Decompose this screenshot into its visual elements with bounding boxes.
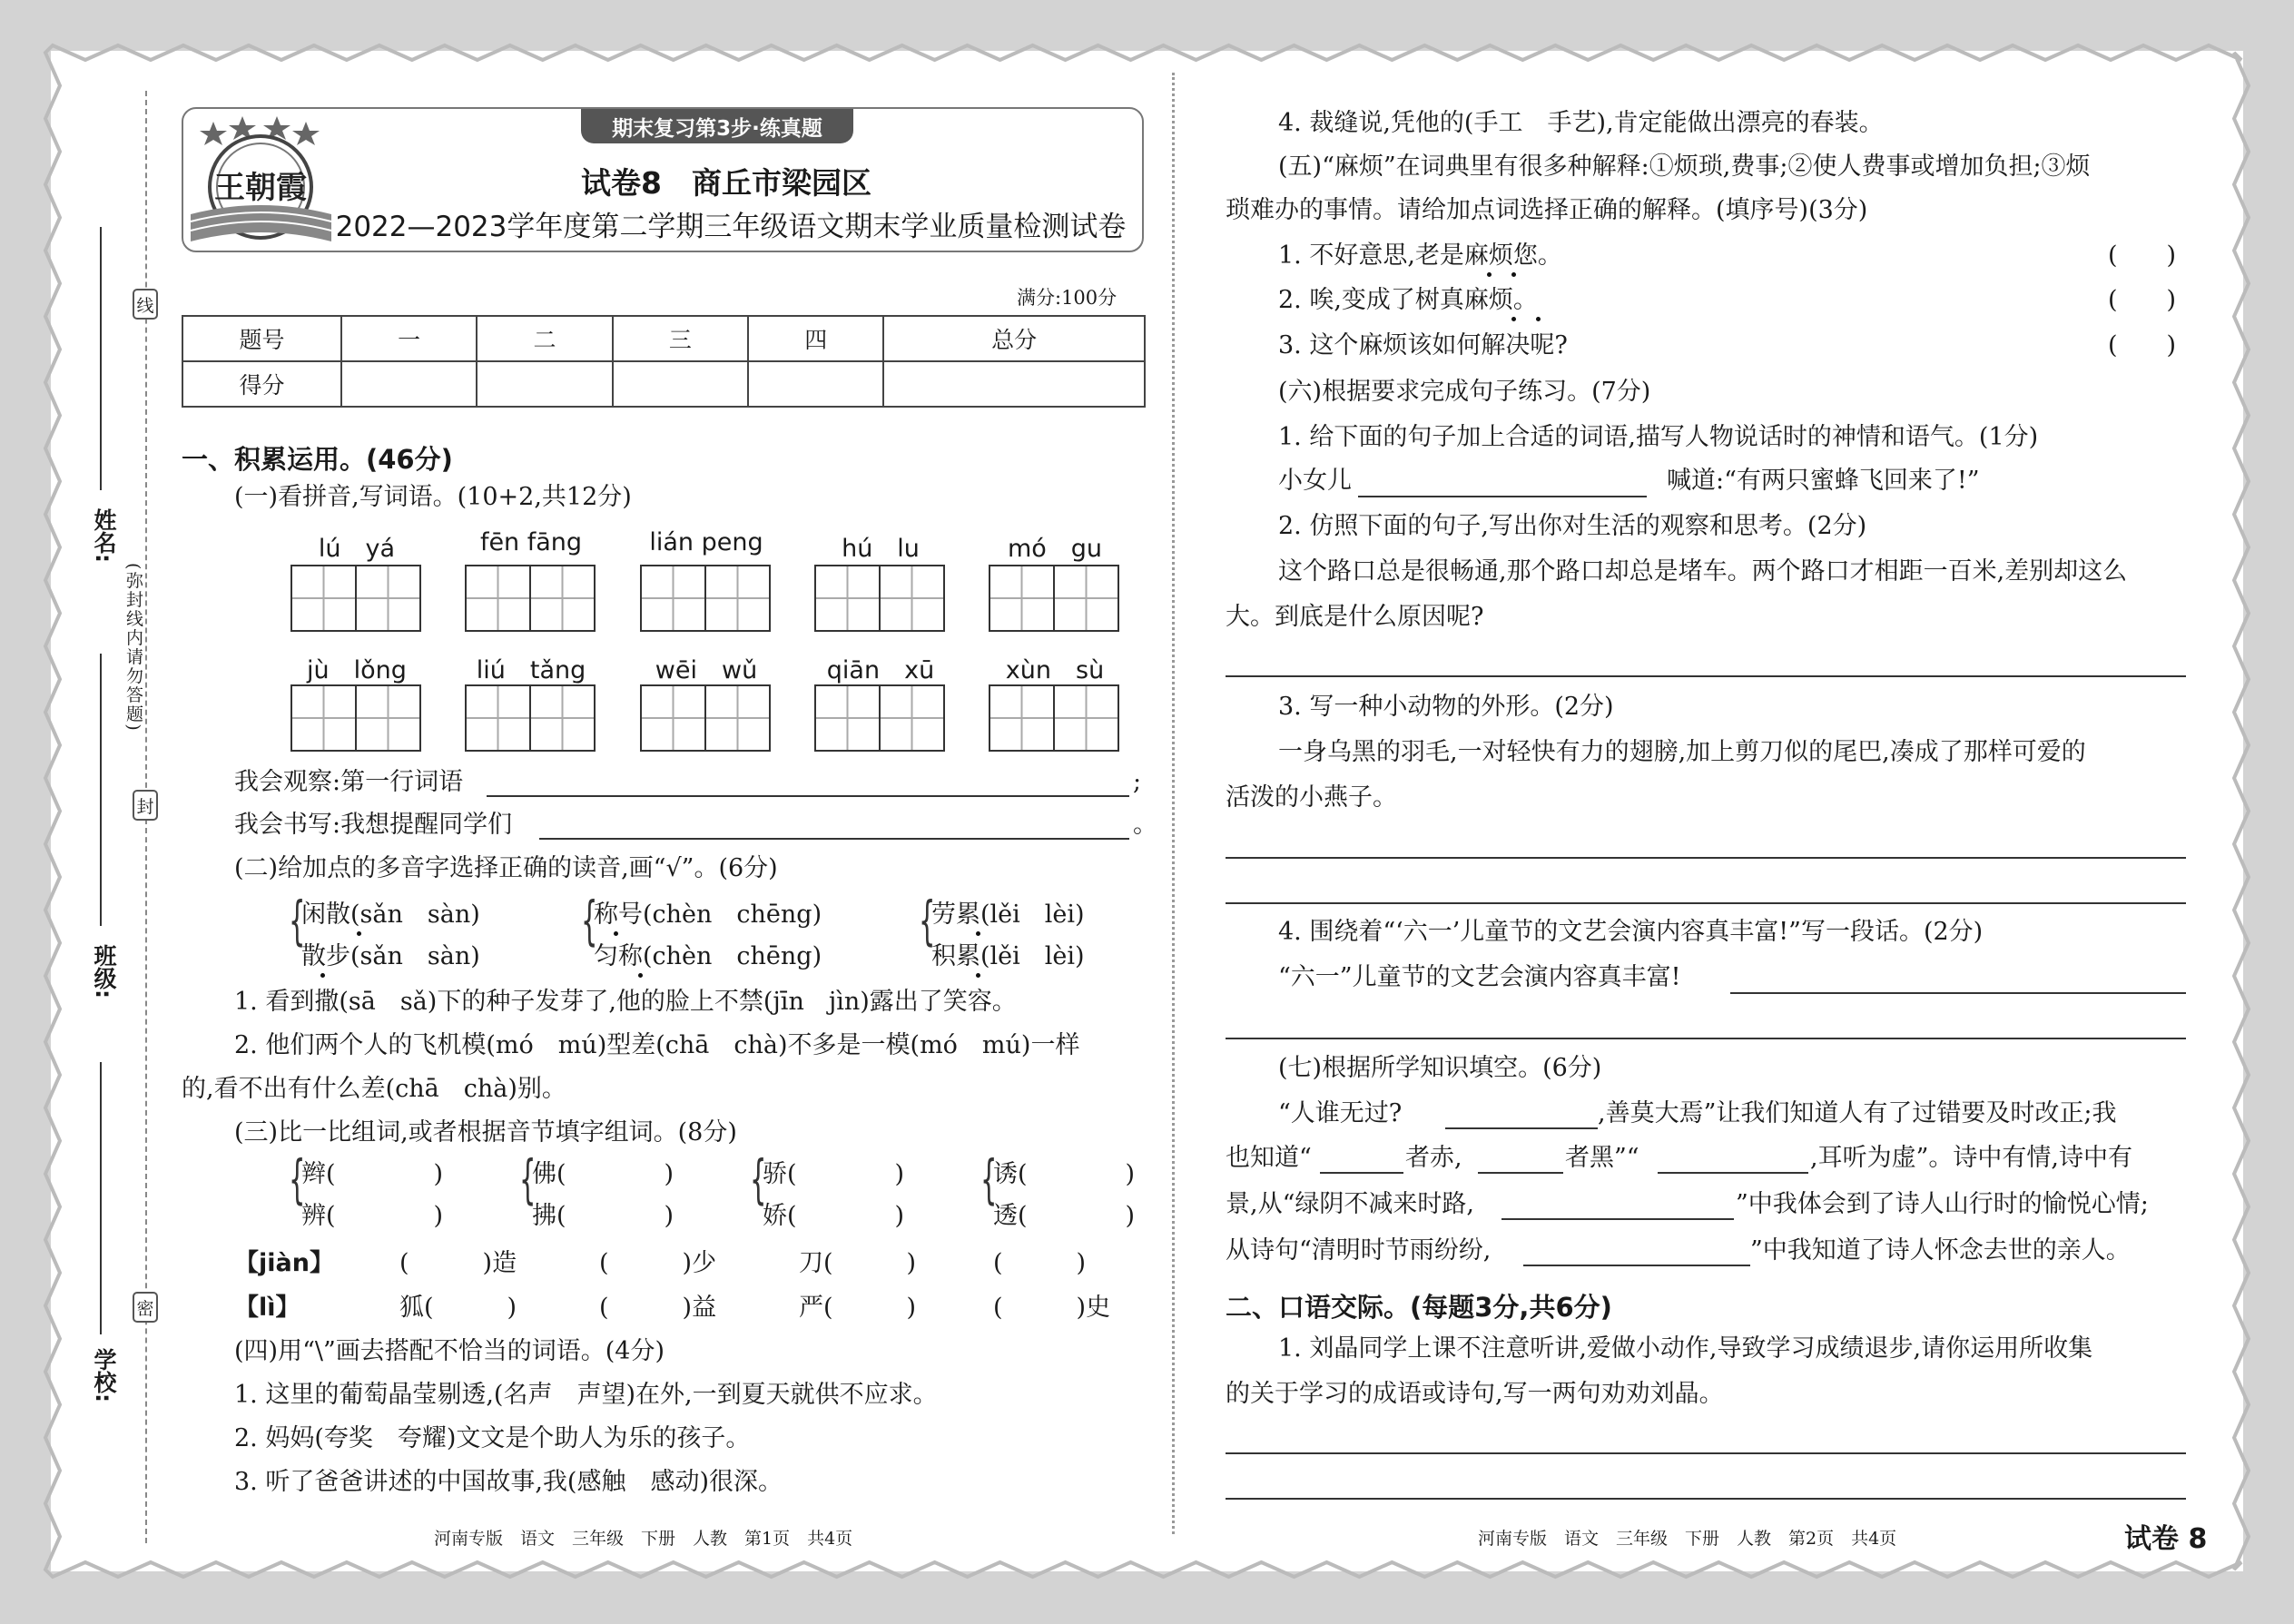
- q6-item-4: 4. 围绕着“‘六一’儿童节的文艺会演内容真丰富!”写一段话。(2分): [1278, 918, 1984, 946]
- writing-grid[interactable]: [290, 565, 421, 632]
- writing-grid[interactable]: [465, 684, 596, 752]
- brace: {: [289, 1148, 306, 1210]
- q6-item-3: 3. 写一种小动物的外形。(2分): [1278, 693, 1614, 721]
- q6-item-1-suffix: 喊道:“有两只蜜蜂飞回来了!”: [1667, 467, 1980, 495]
- writing-grid[interactable]: [814, 565, 945, 632]
- full-score: 满分:100分: [1017, 287, 1117, 309]
- pinyin: liú tǎng: [476, 656, 586, 684]
- answer-line[interactable]: [1730, 992, 2186, 994]
- emphasis-dot: [614, 931, 618, 936]
- pinyin: lián peng: [649, 528, 763, 556]
- fill-blank[interactable]: [1478, 1172, 1563, 1174]
- q2-title: (二)给加点的多音字选择正确的读音,画“√”。(6分): [234, 854, 778, 882]
- jian-label: 【jiàn】: [234, 1249, 334, 1277]
- poly-item: 劳累(lěi lèi): [931, 901, 1085, 929]
- logo-text: 王朝霞: [214, 170, 307, 206]
- jian-item: ( )少: [599, 1249, 717, 1277]
- q4-item-1: 1. 这里的葡萄晶莹剔透,(名声 声望)在外,一到夏天就供不应求。: [234, 1381, 938, 1409]
- jian-item: ( )造: [399, 1249, 517, 1277]
- emphasis-dot: [976, 973, 980, 978]
- answer-line[interactable]: [1226, 1498, 2186, 1500]
- score-head: 四: [748, 316, 883, 361]
- answer-line[interactable]: [1226, 857, 2186, 859]
- fill-blank[interactable]: [1658, 1172, 1808, 1174]
- compare-item: 辫( ): [301, 1160, 444, 1188]
- binding-mark-secret: 密: [133, 1292, 158, 1323]
- s2-item-1: 1. 刘晶同学上课不注意听讲,爱做小动作,导致学习成绩退步,请你运用所收集: [1278, 1334, 2093, 1363]
- q6-item-4-prefix: “六一”儿童节的文艺会演内容真丰富!: [1278, 963, 1681, 991]
- name-field[interactable]: [100, 227, 102, 490]
- poly-item: 散步(sǎn sàn): [301, 942, 480, 970]
- score-cell[interactable]: [883, 361, 1145, 407]
- brace: {: [289, 890, 306, 951]
- fill-blank[interactable]: [1445, 1127, 1598, 1129]
- q7-text: ,善莫大焉”让我们知道人有了过错要及时改正;我: [1598, 1099, 2117, 1127]
- name-label: 姓名:: [91, 508, 117, 563]
- pinyin: jù lǒng: [307, 656, 407, 684]
- pinyin: qiān xū: [826, 656, 935, 684]
- pinyin: hú lu: [842, 535, 920, 563]
- emphasis-dot: [1487, 272, 1492, 277]
- score-cell[interactable]: [613, 361, 748, 407]
- score-head: 总分: [883, 316, 1145, 361]
- score-cell[interactable]: [748, 361, 883, 407]
- writing-grid[interactable]: [989, 565, 1119, 632]
- pinyin: fēn fāng: [479, 528, 583, 556]
- q7-text: “人谁无过?: [1278, 1099, 1403, 1127]
- li-item: 严( ): [799, 1294, 917, 1322]
- q6-item-2-example-cont: 大。到底是什么原因呢?: [1226, 603, 1484, 631]
- s2-item-1-cont: 的关于学习的成语或诗句,写一两句劝劝刘晶。: [1226, 1380, 1724, 1408]
- compare-item: 拂( ): [532, 1202, 674, 1230]
- q6-1-answer-line[interactable]: [1358, 496, 1647, 497]
- score-label: 得分: [182, 361, 341, 407]
- brace: {: [919, 890, 936, 951]
- q7-text: ,耳听为虚”。诗中有情,诗中有: [1810, 1144, 2132, 1172]
- publisher-logo: [186, 114, 336, 251]
- q5-title-cont: 琐难办的事情。请给加点词选择正确的解释。(填序号)(3分): [1226, 196, 1868, 224]
- q6-item-3-example-cont: 活泼的小燕子。: [1226, 783, 1397, 812]
- binding-mark-line: 线: [133, 289, 158, 320]
- q7-title: (七)根据所学知识填空。(6分): [1278, 1054, 1602, 1082]
- q7-text: 者黑”“: [1565, 1144, 1639, 1172]
- brace: {: [581, 890, 598, 951]
- compare-item: 娇( ): [763, 1202, 905, 1230]
- emphasis-dot: [1536, 317, 1541, 321]
- paper-number: 试卷 8: [2124, 1523, 2208, 1555]
- poly-item: 匀称(chèn chēng): [594, 942, 822, 970]
- li-item: ( )史: [993, 1294, 1111, 1322]
- write-end: 。: [1133, 811, 1157, 839]
- exam-subtitle: 2022—2023学年度第二学期三年级语文期末学业质量检测试卷: [335, 211, 1127, 243]
- header-tab: 期末复习第3步·练真题: [581, 109, 853, 143]
- q4-title: (四)用“\”画去搭配不恰当的词语。(4分): [234, 1337, 665, 1365]
- q4-item-3: 3. 听了爸爸讲述的中国故事,我(感触 感动)很深。: [234, 1468, 783, 1496]
- compare-item: 佛( ): [532, 1160, 674, 1188]
- score-head: 题号: [182, 316, 341, 361]
- school-label: 学校:: [91, 1348, 117, 1403]
- section-2-title: 二、口语交际。(每题3分,共6分): [1226, 1292, 1612, 1323]
- q4-item-4: 4. 裁缝说,凭他的(手工 手艺),肯定能做出漂亮的春装。: [1278, 109, 1884, 137]
- answer-paren[interactable]: ( ): [2108, 241, 2177, 270]
- pinyin: mó gu: [1007, 535, 1103, 563]
- writing-grid[interactable]: [814, 684, 945, 752]
- brace: {: [980, 1148, 998, 1210]
- exam-title: 试卷8 商丘市梁园区: [581, 165, 871, 201]
- li-item: 狐( ): [399, 1294, 517, 1322]
- poly-item: 闲散(sǎn sàn): [301, 901, 480, 929]
- score-head: 二: [477, 316, 612, 361]
- school-field[interactable]: [100, 1062, 102, 1334]
- compare-item: 辨( ): [301, 1202, 444, 1230]
- compare-item: 诱( ): [993, 1160, 1136, 1188]
- poly-item: 积累(lěi lèi): [931, 942, 1085, 970]
- score-table: [182, 315, 1146, 408]
- q3-title: (三)比一比组词,或者根据音节填字组词。(8分): [234, 1118, 737, 1147]
- score-head: 三: [613, 316, 748, 361]
- page-divider: [1172, 73, 1175, 1534]
- q6-item-1: 1. 给下面的句子加上合适的词语,描写人物说话时的神情和语气。(1分): [1278, 423, 2039, 451]
- write-prompt: 我会书写:我想提醒同学们: [234, 811, 513, 839]
- pinyin: lú yá: [318, 535, 396, 563]
- writing-grid[interactable]: [640, 684, 771, 752]
- jian-item: ( ): [993, 1249, 1087, 1277]
- writing-grid[interactable]: [989, 684, 1119, 752]
- q4-item-2: 2. 妈妈(夸奖 夸耀)文文是个助人为乐的孩子。: [234, 1424, 751, 1452]
- q2-item-2-cont: 的,看不出有什么差(chā chà)别。: [182, 1075, 566, 1103]
- observe-end: ;: [1133, 768, 1142, 796]
- answer-line[interactable]: [1226, 1452, 2186, 1454]
- section-1-title: 一、积累运用。(46分): [182, 444, 453, 475]
- compare-item: 透( ): [993, 1202, 1136, 1230]
- fill-blank[interactable]: [1320, 1172, 1403, 1174]
- footer-left: 河南专版 语文 三年级 下册 人教 第1页 共4页: [434, 1529, 853, 1549]
- emphasis-dot: [320, 973, 325, 978]
- answer-paren[interactable]: ( ): [2108, 331, 2177, 359]
- score-head: 一: [341, 316, 477, 361]
- q7-text: 者赤,: [1405, 1144, 1462, 1172]
- q5-title: (五)“麻烦”在词典里有很多种解释:①烦琐,费事;②使人费事或增加负担;③烦: [1278, 153, 2091, 181]
- q6-item-1-prefix: 小女儿: [1278, 467, 1352, 495]
- q7-text: ”中我体会到了诗人山行时的愉悦心情;: [1736, 1190, 2149, 1218]
- q5-item: 3. 这个麻烦该如何解决呢?: [1278, 331, 1568, 359]
- score-cell[interactable]: [477, 361, 612, 407]
- compare-item: 骄( ): [763, 1160, 905, 1188]
- jian-item: 刀( ): [799, 1249, 917, 1277]
- footer-right: 河南专版 语文 三年级 下册 人教 第2页 共4页: [1478, 1529, 1897, 1549]
- write-answer-line[interactable]: [539, 838, 1129, 840]
- q6-title: (六)根据要求完成句子练习。(7分): [1278, 378, 1651, 406]
- emphasis-dot: [976, 931, 980, 936]
- q7-text: 也知道“: [1226, 1144, 1312, 1172]
- answer-line[interactable]: [1226, 1038, 2186, 1039]
- poly-item: 称号(chèn chēng): [594, 901, 822, 929]
- fill-blank[interactable]: [1523, 1265, 1750, 1266]
- q1-title: (一)看拼音,写词语。(10+2,共12分): [234, 483, 632, 511]
- brace: {: [750, 1148, 767, 1210]
- binding-mark-seal: 封: [133, 790, 158, 821]
- fill-blank[interactable]: [1501, 1218, 1734, 1220]
- writing-grid[interactable]: [465, 565, 596, 632]
- q2-item-1: 1. 看到撒(sā sǎ)下的种子发芽了,他的脸上不禁(jīn jìn)露出了笑容。: [234, 988, 1017, 1016]
- observe-prompt: 我会观察:第一行词语: [234, 768, 464, 796]
- class-label: 班级:: [91, 944, 117, 999]
- q7-text: 景,从“绿阴不减来时路,: [1226, 1190, 1474, 1218]
- q6-item-2-example: 这个路口总是很畅通,那个路口却总是堵车。两个路口才相距一百米,差别却这么: [1278, 557, 2128, 586]
- emphasis-dot: [638, 973, 643, 978]
- answer-paren[interactable]: ( ): [2108, 286, 2177, 314]
- emphasis-dot: [1511, 272, 1516, 277]
- q5-item: 1. 不好意思,老是麻烦您。: [1278, 241, 1562, 270]
- emphasis-dot: [357, 931, 361, 936]
- q6-item-3-example: 一身乌黑的羽毛,一对轻快有力的翅膀,加上剪刀似的尾巴,凑成了那样可爱的: [1278, 738, 2086, 766]
- q5-item: 2. 唉,变成了树真麻烦。: [1278, 286, 1538, 314]
- binding-notice: (弥封线内请勿答题): [123, 563, 143, 733]
- observe-answer-line[interactable]: [487, 795, 1129, 797]
- writing-grid[interactable]: [290, 684, 421, 752]
- li-label: 【lì】: [234, 1294, 300, 1322]
- q2-item-2: 2. 他们两个人的飞机模(mó mú)型差(chā chà)不多是一模(mó mú)一样: [234, 1031, 1080, 1059]
- brace: {: [519, 1148, 537, 1210]
- pinyin: xùn sù: [1005, 656, 1105, 684]
- writing-grid[interactable]: [640, 565, 771, 632]
- pinyin: wēi wǔ: [655, 656, 758, 684]
- q6-item-2: 2. 仿照下面的句子,写出你对生活的观察和思考。(2分): [1278, 512, 1867, 540]
- class-field[interactable]: [100, 654, 102, 926]
- answer-line[interactable]: [1226, 675, 2186, 677]
- score-cell[interactable]: [341, 361, 477, 407]
- q7-text: 从诗句“清明时节雨纷纷,: [1226, 1236, 1492, 1265]
- q7-text: ”中我知道了诗人怀念去世的亲人。: [1750, 1236, 2131, 1265]
- answer-line[interactable]: [1226, 902, 2186, 904]
- emphasis-dot: [1511, 317, 1516, 321]
- li-item: ( )益: [599, 1294, 717, 1322]
